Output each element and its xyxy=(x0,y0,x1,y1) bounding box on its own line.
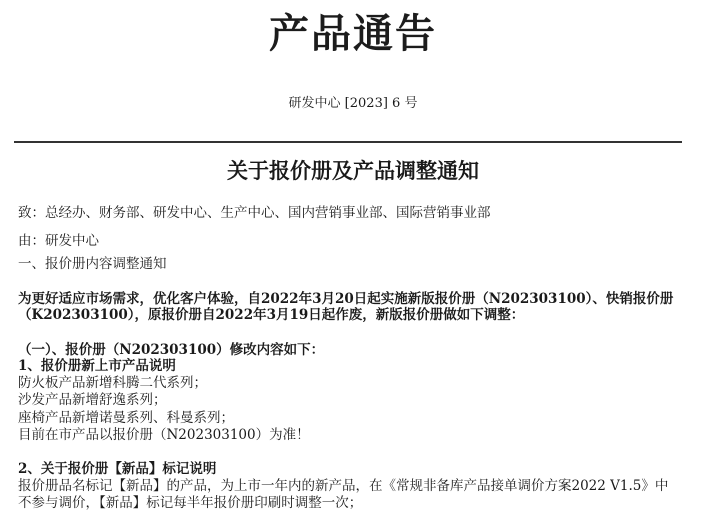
item-2-line-1: 报价册品名标记【新品】的产品，为上市一年内的新产品，在《常规非备库产品接单调价方案2022 V1.5》中 xyxy=(18,478,669,494)
header-divider xyxy=(14,141,682,143)
document-number: 研发中心 [2023] 6 号 xyxy=(288,96,418,111)
item-1-title: 1、报价册新上市产品说明 xyxy=(18,358,176,374)
item-1-line: 座椅产品新增诺曼系列、科曼系列； xyxy=(18,410,234,426)
notice-heading: 关于报价册及产品调整通知 xyxy=(227,158,479,183)
sender-line: 由：研发中心 xyxy=(18,233,99,249)
recipients-line: 致：总经办、财务部、研发中心、生产中心、国内营销事业部、国际营销事业部 xyxy=(18,205,491,221)
subsection-heading-1: （一）、报价册（N202303100）修改内容如下： xyxy=(18,342,325,358)
document-title: 产品通告 xyxy=(269,10,437,57)
intro-line-1: 为更好适应市场需求，优化客户体验，自2022年3月20日起实施新版报价册（N202303100）、快销报价册 xyxy=(18,291,674,307)
item-2-line-2: 不参与调价，【新品】标记每半年报价册印刷时调整一次； xyxy=(18,495,363,511)
item-1-line: 沙发产品新增舒逸系列； xyxy=(18,392,167,408)
section-heading-1: 一、报价册内容调整通知 xyxy=(18,256,167,272)
item-1-line: 防火板产品新增科腾二代系列； xyxy=(18,375,207,391)
item-2-title: 2、关于报价册【新品】标记说明 xyxy=(18,461,217,477)
item-1-line: 目前在市产品以报价册（N202303100）为准！ xyxy=(18,427,310,443)
intro-line-2: （K202303100），原报价册自2022年3月19日起作废，新版报价册做如下调整： xyxy=(18,307,525,323)
